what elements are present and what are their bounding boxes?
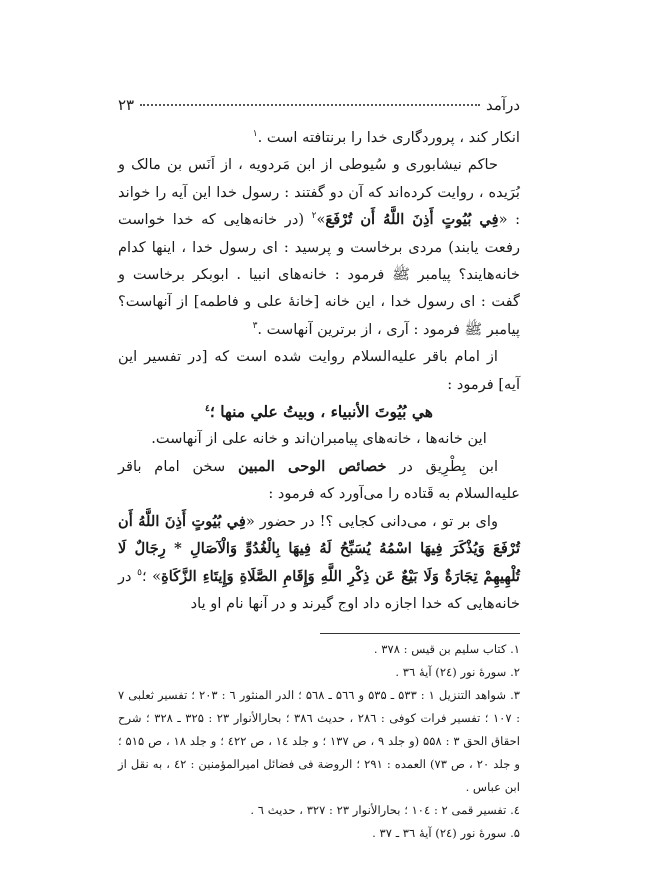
- footnote: ۵. سورهٔ نور (۲٤) آیهٔ ۳٦ ـ ۳۷ .: [372, 826, 520, 840]
- chapter-title: درآمد: [486, 96, 520, 114]
- footnote-marker: ٥: [137, 567, 142, 578]
- paragraph-1: [118, 124, 520, 151]
- footnote-marker: ۱: [252, 129, 258, 140]
- paragraph-text: ابن بِطْرِیق در: [386, 457, 498, 475]
- footnote-marker: ۲: [311, 211, 317, 222]
- quran-verse: فِي بُيُوتٍ أَذِنَ اللَّهُ أَن تُرْفَعَ: [325, 211, 499, 229]
- quote-close: » ؛: [141, 567, 162, 585]
- footnotes: [118, 638, 520, 845]
- dot-leader: [140, 104, 480, 106]
- footnote: ۲. سورهٔ نور (۲٤) آیهٔ ۳٦ .: [395, 665, 520, 679]
- book-title: خصائص الوحی المبین: [237, 457, 387, 475]
- footnote: ۱. کتاب سلیم بن قیس : ۳۷۸ .: [373, 642, 520, 656]
- paragraph-text: انکار کند ، پروردگاری خدا را برنتافته است .: [257, 129, 520, 146]
- main-text: [118, 124, 520, 617]
- paragraph-5: [118, 508, 520, 618]
- paragraph-text: (در خانه‌هایی که خدا خواست رفعت یابند) مردی برخاست و پرسید : ای رسول خدا ، اینها کدام خانه‌هایند؟ پیامبر ﷺ فرمود : خانه‌های انبیا . ابوبکر برخاست و گفت : ای رسول خدا ، این خانه [خانهٔ علی و فاطمه] از آنهاست؟ پیامبر ﷺ فرمود : آری ، از برترین آنهاست .: [118, 211, 520, 338]
- footnote: ۳. شواهد التنزیل ۱ : ۵۳۳ ـ ۵۳۵ و ۵٦٦ ـ ۵٦۸ ؛ الدر المنثور ٦ : ۲۰۳ ؛ تفسیر ثعلبی ۷ : ۱۰۷ ؛ تفسیر فرات کوفی : ۲۸٦ ، حدیث ۳۸٦ ؛ بحارالأنوار ۲۳ : ۳۲۵ ـ ۳۲۸ ؛ شرح احقاق الحق ۳ : ۵۵۸ (و جلد ۹ ، ص ۱۳۷ ؛ و جلد ۱٤ ، ص ٤۲۲ ؛ و جلد ۱۸ ، ص ۵۱۵ ؛ و جلد ۲۰ ، ص ۷۳) العمده : ۲۹۱ ؛ الروضة فی فضائل امیرالمؤمنین : ٤۲ ، به نقل از ابن عباس .: [118, 688, 521, 794]
- footnote: ٤. تفسیر قمی ۲ : ۱۰٤ ؛ بحارالأنوار ۲۳ : ۳۲۷ ، حدیث ٦ .: [250, 803, 520, 817]
- paragraph-2: [118, 151, 520, 343]
- paragraph-text: وای بر تو ، می‌دانی کجایی ؟! در حضور «: [245, 512, 499, 530]
- footnote-marker: ٤: [205, 403, 210, 414]
- quran-verse: فِي بُيُوتٍ أَذِنَ اللَّهُ أَن تُرْفَعَ وَيُذْكَرَ فِيهَا اسْمُهُ يُسَبِّحُ لَهُ فِيهَا بِالْغُدُوِّ وَالْآصَالِ * رِجَالٌ لَا تُلْهِيهِمْ تِجَارَةٌ وَلَا بَيْعٌ عَن ذِكْرِ اللَّهِ وَإِقَامِ الصَّلَاةِ وَإِيتَاءِ الزَّكَاةِ: [118, 512, 520, 585]
- running-header: [118, 96, 520, 114]
- footnote-separator: [320, 633, 520, 634]
- page-number: ۲۳: [118, 96, 135, 114]
- footnote-marker: ۳: [252, 320, 258, 331]
- quote-close: »: [316, 211, 326, 229]
- paragraph-3: از امام باقر علیه‌السلام روایت شده است که [در تفسیر این آیه] فرمود :: [118, 348, 520, 393]
- hadith-text: هي بُيُوتَ الأنبياء ، وبيتُ علي منها ؛: [209, 402, 433, 422]
- paragraph-4: [118, 453, 520, 508]
- hadith-translation: این خانه‌ها ، خانه‌های پیامبران‌اند و خانه علی از آنهاست.: [151, 430, 487, 448]
- paragraph-text: سخن امام باقر علیه‌السلام به قَتاده را می‌آورد که فرمود :: [118, 457, 520, 503]
- hadith-quote: [118, 398, 520, 425]
- paragraph-text: حاکم نیشابوری و سُیوطی از ابن مَردویه ، از اَنَس بن مالک و بُرَیده ، روایت کرده‌اند که آن دو گفتند : رسول خدا این آیه را خواند : «: [118, 156, 521, 229]
- paragraph-text: در خانه‌هایی که خدا اجازه داد اوج گیرند و در آنها نام او یاد: [118, 567, 520, 612]
